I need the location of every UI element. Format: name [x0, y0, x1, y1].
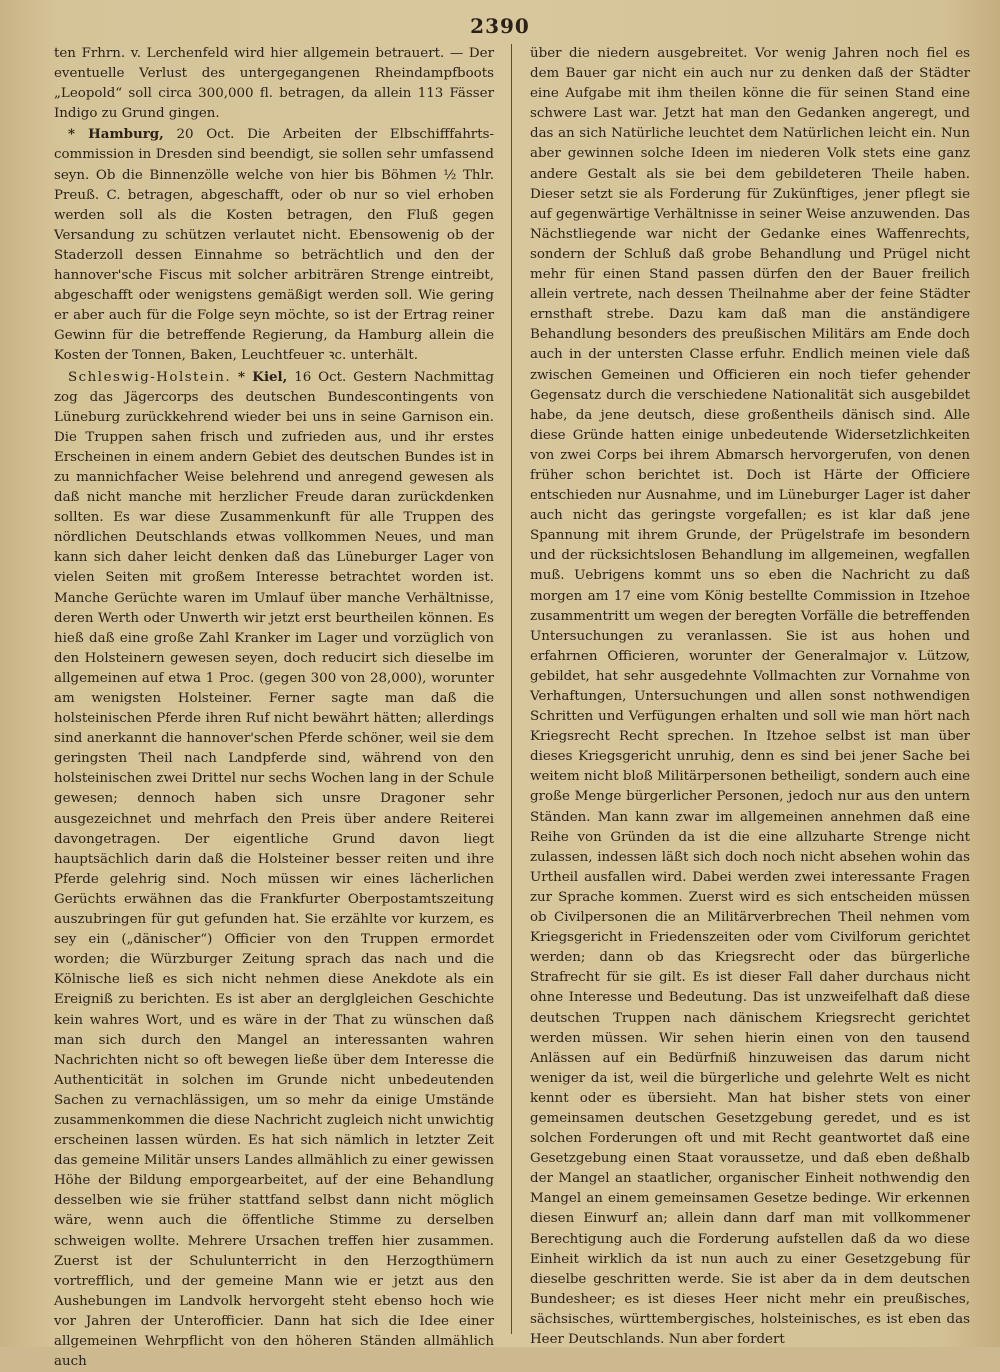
right-column [530, 44, 970, 1334]
kiel-continuation: über die niedern ausgebreitet. Vor wenig Jahren noch fiel es dem Bauer gar nicht ein auch nur zu denken daß der Städter eine Aufgabe mit ihm theilen könne die für seinen Stand eine schwere Last war. Jetzt hat man den Gedanken angeregt, und das an sich Natürliche leuchtet dem Natürlichen leicht ein. Nun aber gewinnen solche Ideen im niederen Volk stets eine ganz andere Gestalt als sie bei dem gebildeteren Theile haben. Dieser setzt sie als Forderung für Zukünftiges, jener pflegt sie auf gegenwärtige Verhältnisse in seiner Weise anzuwenden. Das Nächstliegende war nicht der Gedanke eines Waffenrechts, sondern der Schluß daß grobe Behandlung und Prügel nicht mehr für einen Stand passen dürfen den der Bauer freilich allein vertrete, nach dessen Theilnahme aber der feine Städter ernsthaft strebe. Dazu kam daß man die anständigere Behandlung besonders des preußischen Militärs am Ende doch auch in der untersten Classe erfuhr. Endlich meinen viele daß zwischen Gemeinen und Officieren ein noch tiefer gehender Gegensatz durch die verschiedene Nationalität sich ausgebildet habe, da jene deutsch, diese großentheils dänisch sind. Alle diese Gründe hatten einige unbedeutende Widersetzlichkeiten von zwei Corps bei ihrem Abmarsch hervorgerufen, von denen früher schon berichtet ist. Doch ist Härte der Officiere entschieden nur Ausnahme, und im Lüneburger Lager ist daher auch nicht das geringste vorgefallen; es ist klar daß jene Spannung mit ihrem Grunde, der Prügelstrafe im besondern und der rücksichtslosen Behandlung im allgemeinen, wegfallen muß. Uebrigens kommt uns so eben die Nachricht zu daß morgen am 17 eine vom König bestellte Commission in Itzehoe zusammentritt um wegen der beregten Vorfälle die betreffenden Untersuchungen zu veranlassen. Sie ist aus hohen und erfahrnen Officieren, worunter der Generalmajor v. Lützow, gebildet, hat sehr ausgedehnte Vollmachten zur Vornahme von Verhaftungen, Untersuchungen und allen sonst nothwendigen Schritten und Verfügungen erhalten und soll wie man hört nach Kriegsrecht Recht sprechen. In Itzehoe selbst ist man über dieses Kriegsgericht unruhig, denn es sind bei jener Sache bei weitem nicht bloß Militärpersonen betheiligt, sondern auch eine große Menge bürgerlicher Personen, jedoch nur aus den untern Ständen. Man kann zwar im allgemeinen annehmen daß eine Reihe von Gründen da ist die eine allzuharte Strenge nicht zulassen, indessen läßt sich doch noch nicht absehen wohin das Urtheil ausfallen wird. Dabei werden zwei interessante Fragen zur Sprache kommen. Zuerst wird es sich entscheiden müssen ob Civilpersonen die an Militärverbrechen Theil nehmen vom Kriegsgericht in Friedenszeiten oder vom Civilforum gerichtet werden; dann ob das Kriegsrecht oder das bürgerliche Strafrecht für sie gilt. Es ist dieser Fall daher durchaus nicht ohne Interesse und Bedeutung. Das ist unzweifelhaft daß diese deutschen Truppen nach dänischem Kriegsrecht gerichtet werden müssen. Wir sehen hierin einen von den tausend Anlässen auf ein Bedürfniß hinzuweisen das darum nicht weniger da ist, weil die bürgerliche und gelehrte Welt es nicht kennt oder es übersieht. Man hat bisher stets von einer gemeinsamen deutschen Gesetzgebung geredet, und es ist solchen Forderungen oft und mit Recht geantwortet daß eine Gesetzgebung einen Staat voraussetze, und daß eben deßhalb der Mangel an staatlicher, organischer Einheit nothwendig den Mangel an einem gemeinsamen Gesetze bedinge. Wir erkennen diesen Einwurf an; allein dann darf man mit vollkommener Berechtigung auch die Forderung aufstellen daß da wo diese Einheit wirklich da ist nun auch zu einer Gesetzgebung für dieselbe geschritten werde. Sie ist aber da in dem deutschen Bundesheer; es ist dieses Heer nicht mehr ein preußisches, sächsisches, württembergisches, holsteinisches, es ist eben das Heer Deutschlands. Nun aber fordert [530, 44, 970, 1350]
hamburg-text: 20 Oct. Die Arbeiten der Elbschifffahrtscommission in Dresden sind beendigt, sie sollen sehr umfassend seyn. Ob die Binnenzölle welche von hier bis Böhmen ½ Thlr. Preuß. C. betragen, abgeschafft, oder ob nur so viel erhoben werden soll als die Kosten betragen, den Fluß gegen Versandung zu schützen verlautet nicht. Ebensowenig ob der Staderzoll dessen Einnahme so beträchtlich und den der hannover'sche Fiscus mit solcher arbiträren Strenge eintreibt, abgeschafft oder wenigstens gemäßigt werden soll. Wie gering er aber auch für die Folge seyn möchte, so ist der Ertrag reiner Gewinn für die betreffende Regierung, da Hamburg allein die Kosten der Tonnen, Baken, Leuchtfeuer ꝛc. unterhält. [54, 127, 494, 363]
page-number: 2390 [0, 14, 1000, 38]
region-heading: Schleswig-Holstein. [68, 370, 231, 385]
kiel-text: 16 Oct. Gestern Nachmittag zog das Jägercorps des deutschen Bundescontingents von Lüneburg zurückkehrend wieder bei uns in seine Garnison ein. Die Truppen sahen frisch und zufrieden aus, und ihr erstes Erscheinen in einem andern Gebiet des deutschen Bundes ist in zu mannichfacher Weise belehrend und anregend gewesen als daß nicht manche mit herzlicher Freude daran zurückdenken sollten. Es war diese Zusammenkunft für alle Truppen des nördlichen Deutschlands etwas vollkommen Neues, und man kann sich daher leicht denken daß das Lüneburger Lager von vielen Seiten mit großem Interesse betrachtet worden ist. Manche Gerüchte waren im Umlauf über manche Verhältnisse, deren Werth oder Unwerth wir jetzt erst beurtheilen können. Es hieß daß eine große Zahl Kranker im Lager und vorzüglich von den Holsteinern gewesen seyen, doch reducirt sich dieselbe im allgemeinen auf etwa 1 Proc. (gegen 300 von 28,000), worunter am wenigsten Holsteiner. Ferner sagte man daß die holsteinischen Pferde ihren Ruf nicht bewährt hätten; allerdings sind anerkannt die hannover'schen Pferde schöner, weil sie dem geringsten Theil nach Landpferde sind, während von den holsteinischen zwei Drittel nur sechs Wochen lang in der Schule gewesen; dennoch haben sich unsre Dragoner sehr ausgezeichnet und mehrfach den Preis über andere Reiterei davongetragen. Der eigentliche Grund davon liegt hauptsächlich darin daß die Holsteiner besser reiten und ihre Pferde gelehrig sind. Noch müssen wir eines lächerlichen Gerüchts erwähnen das die Frankfurter Oberpostamtszeitung auszubringen für gut gefunden hat. Sie erzählte vor kurzem, es sey ein („dänischer“) Officier von den Truppen ermordet worden; die Würzburger Zeitung sprach das nach und die Kölnische ließ es sich nicht nehmen diese Anekdote als ein Ereigniß zu berichten. Es ist aber an derglgleichen Geschichte kein wahres Wort, und es wäre in der That zu wünschen daß man sich durch den Mangel an interessanten wahren Nachrichten nicht so oft bewegen ließe über dem Interesse die Authenticität in solchen im Grunde nicht unbedeutenden Sachen zu vernachlässigen, um so mehr da einige Umstände zusammenkommen die diese Nachricht zugleich nicht unwichtig erscheinen lassen würden. Es hat sich nämlich in letzter Zeit das gemeine Militär unsers Landes allmählich zu einer gewissen Höhe der Bildung emporgearbeitet, auf der eine Behandlung desselben wie sie früher stattfand selbst dann nicht möglich wäre, wenn auch die öffentliche Stimme zu derselben schweigen wollte. Mehrere Ursachen treffen hier zusammen. Zuerst ist der Schulunterricht in den Herzogthümern vortrefflich, und der gemeine Mann wie er jetzt aus den Aushebungen im Landvolk hervorgeht steht ebenso hoch wie vor Jahren der Unterofficier. Dann hat sich die Idee einer allgemeinen Wehrpflicht von den höheren Ständen allmählich auch [54, 370, 494, 1370]
left-column [54, 44, 494, 1334]
kiel-article [54, 367, 494, 1372]
hamburg-article [54, 124, 494, 366]
lerchenfeld-paragraph: ten Frhrn. v. Lerchenfeld wird hier allgemein betrauert. — Der eventuelle Verlust des untergegangenen Rheindampfboots „Leopold“ soll circa 300,000 fl. betragen, da allein 113 Fässer Indigo zu Grund gingen. [54, 44, 494, 124]
column-divider [511, 44, 512, 1334]
article-columns [54, 44, 974, 1334]
kiel-dateline: * Kiel, [238, 369, 287, 385]
hamburg-dateline: * Hamburg, [68, 126, 164, 142]
